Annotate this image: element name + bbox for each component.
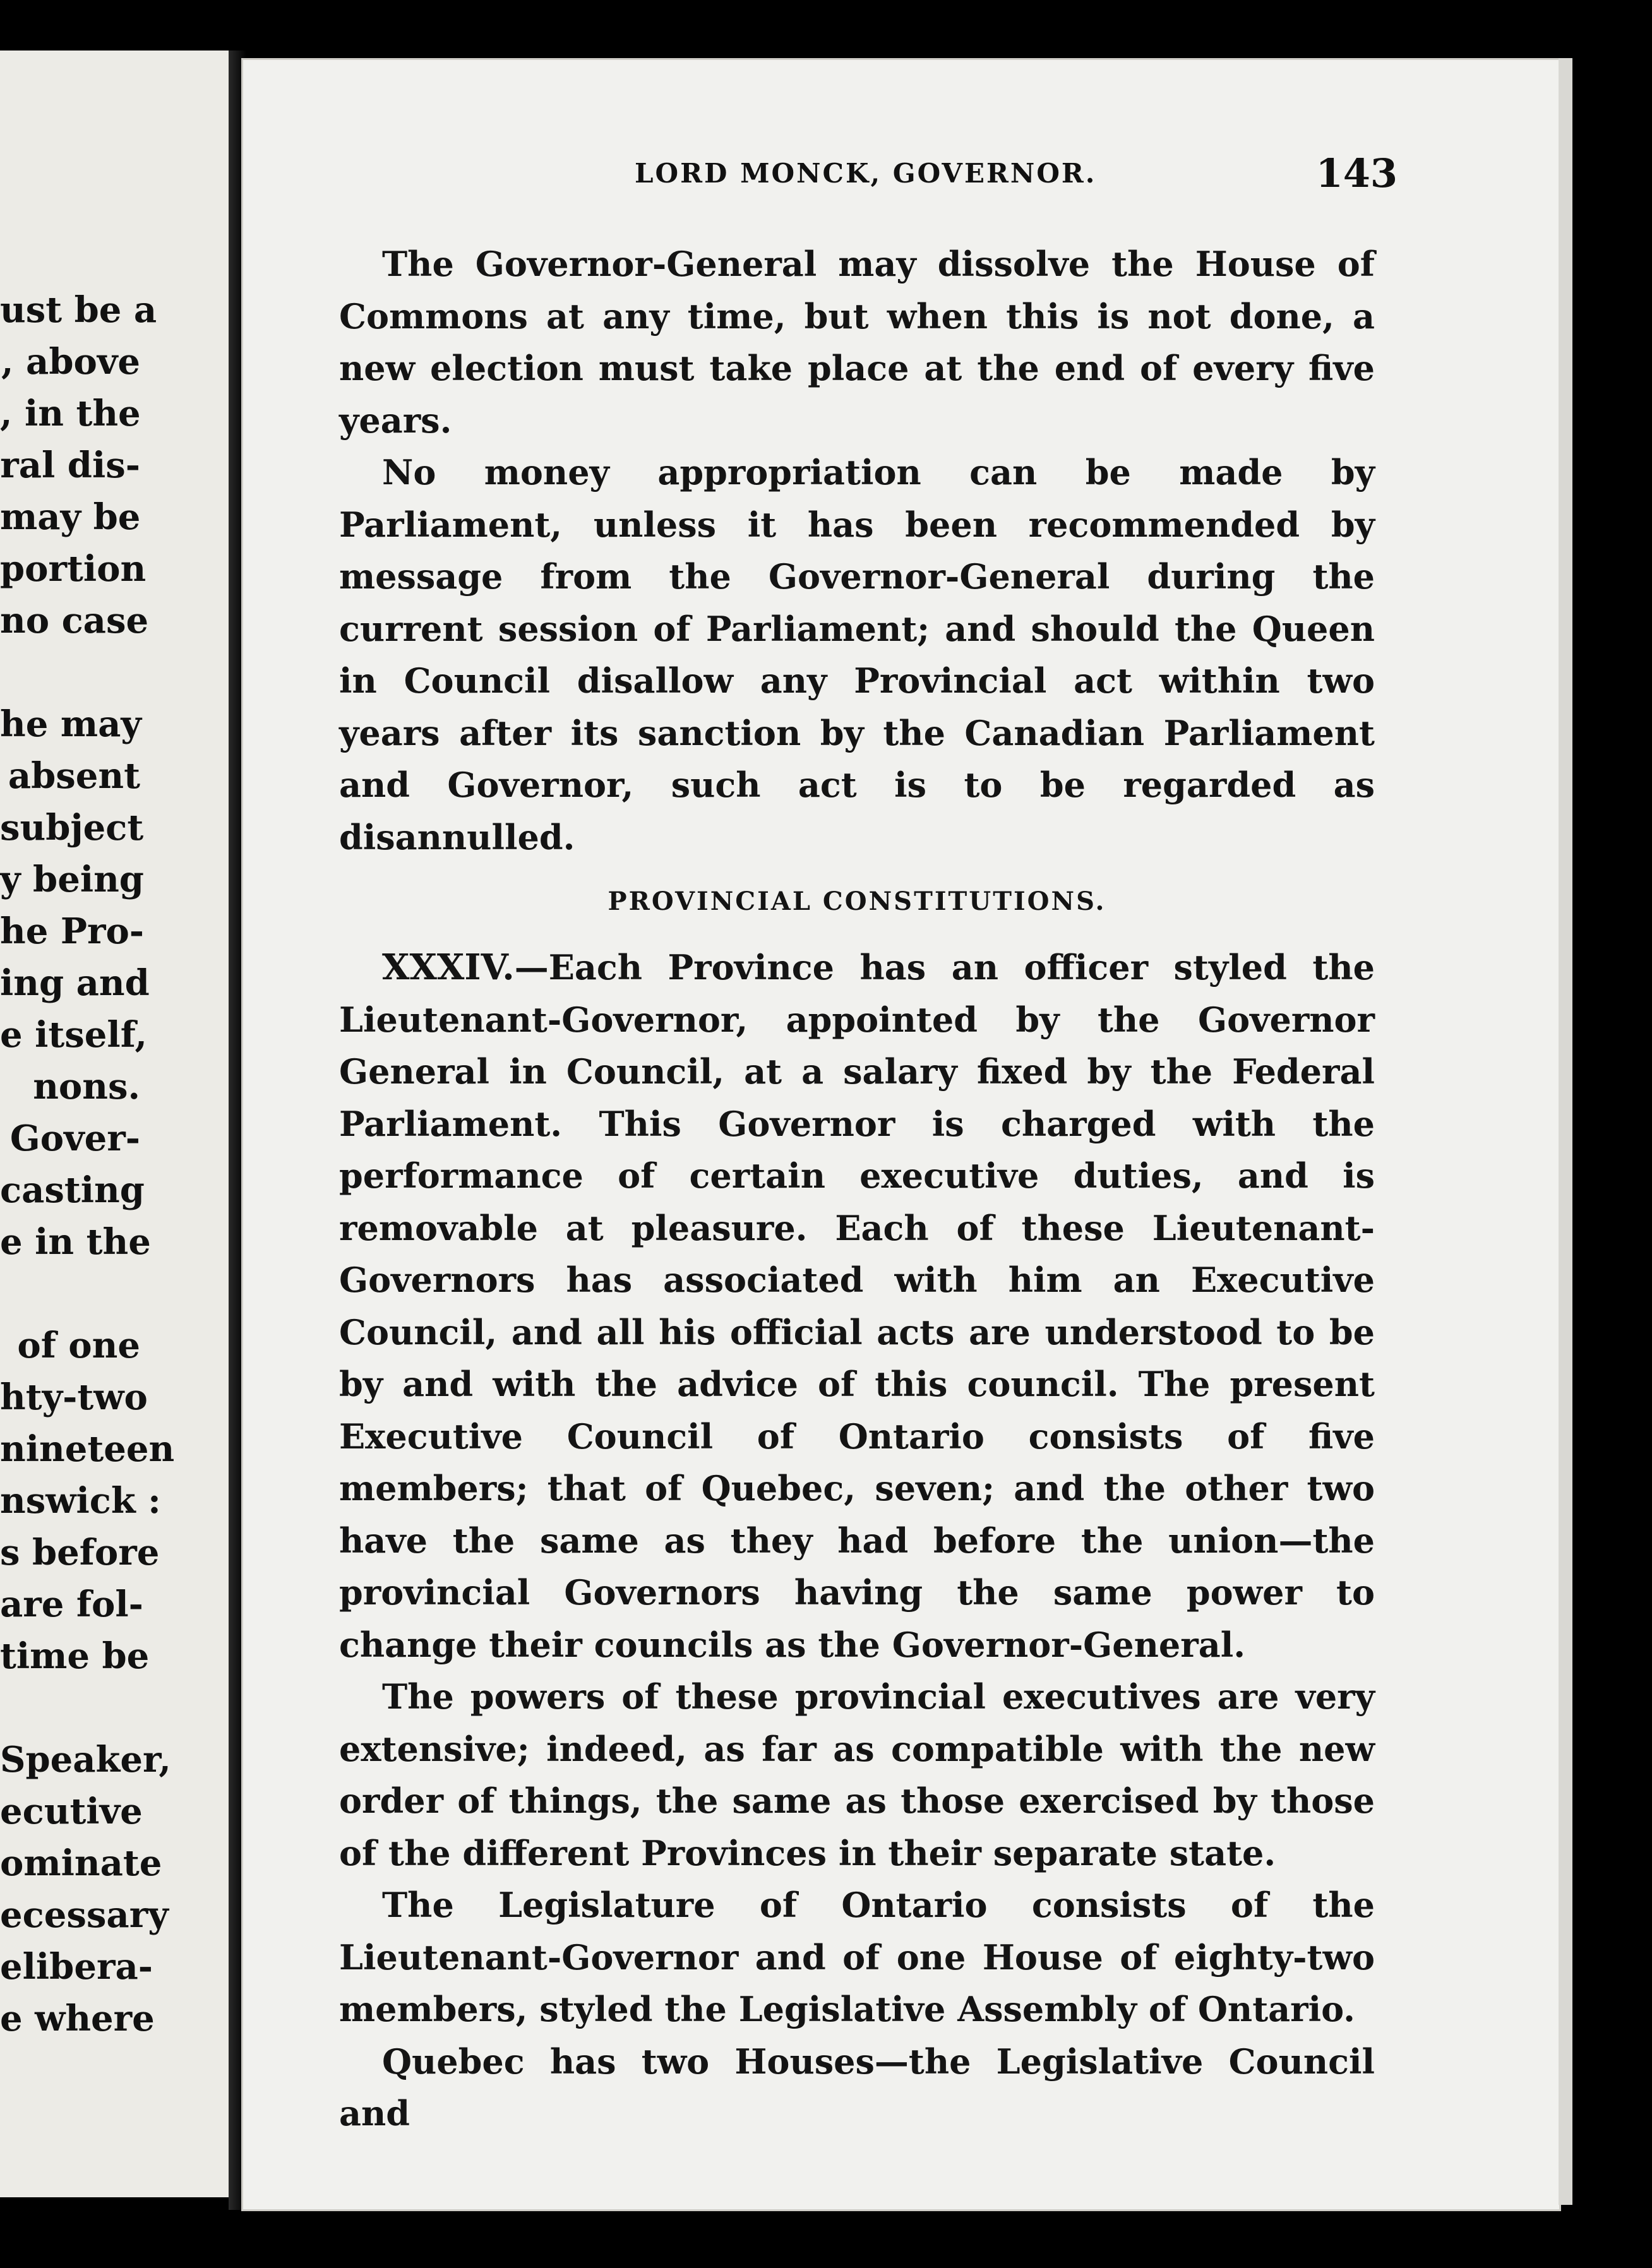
previous-page-line	[0, 1268, 227, 1320]
running-head	[243, 148, 1563, 199]
previous-page-line: elibera-	[0, 1946, 153, 1988]
previous-page-line: may be	[0, 496, 141, 538]
previous-page-line: e itself,	[0, 1014, 148, 1056]
previous-page-fragment	[0, 51, 231, 2197]
previous-page-line: , above	[1, 341, 140, 383]
previous-page-line: nswick :	[0, 1480, 161, 1522]
page-number: 143	[1315, 150, 1398, 196]
section-heading: PROVINCIAL CONSTITUTIONS.	[608, 886, 1106, 916]
previous-page-line: casting	[0, 1169, 145, 1211]
paragraph-quebec: Quebec has two Houses—the Legislative Council and	[339, 2041, 1375, 2134]
page-143	[241, 58, 1561, 2211]
previous-page-line: he Pro-	[0, 910, 145, 952]
previous-page-line: Gover-	[9, 1118, 140, 1159]
previous-page-line: ecutive	[0, 1791, 143, 1832]
previous-page-line: ing and	[0, 962, 150, 1004]
previous-page-line: absent	[8, 755, 140, 797]
previous-page-text	[0, 284, 227, 2044]
previous-page-line: portion	[0, 548, 147, 590]
running-title: LORD MONCK, GOVERNOR.	[635, 158, 1097, 189]
paragraph-appropriation: No money appropriation can be made by Parliament, unless it has been recommended by message from the Governor-General during the current session of Parliament; and should the Queen in Council disallow any Provincial act within two years after its sanction by the Canadian Parliament and Governor, such act is to be regarded as disannulled.	[339, 452, 1375, 857]
previous-page-line: of one	[17, 1325, 140, 1366]
previous-page-line: , in the	[0, 393, 141, 434]
paragraph-lieutenant-governor-text: —Each Province has an officer styled the Lieutenant-Governor, appointed by the Governor General in Council, at a salary fixed by the Federal Parliament. This Governor is charged with the performance of certain executive duties, and is removable at pleasure. Each of these Lieutenant-Governors has associated with him an Executive Council, and all his official acts are understood to be by and with the advice of this council. The present Executive Council of Ontario consists of five members; that of Quebec, seven; and the other two have the same as they had before the union—the provincial Governors having the same power to change their councils as the Governor-General.	[339, 947, 1375, 1665]
previous-page-line: s before	[0, 1532, 160, 1573]
body-text	[339, 238, 1375, 2140]
paragraph-provincial-powers: The powers of these provincial executives are very extensive; indeed, as far as compatible with the new order of things, the same as those exercised by those of the different Provinces in their separate state.	[339, 1676, 1375, 1873]
previous-page-line: subject	[0, 807, 144, 849]
previous-page-line: y being	[0, 859, 144, 900]
previous-page-line	[0, 647, 227, 698]
previous-page-line: no case	[0, 600, 149, 642]
previous-page-line: are fol-	[0, 1584, 143, 1625]
paragraph-lieutenant-governor	[339, 941, 1375, 1671]
previous-page-line: e where	[0, 1998, 155, 2039]
previous-page-line: ral dis-	[0, 445, 140, 486]
previous-page-line: he may	[0, 703, 141, 745]
previous-page-line: ust be a	[0, 289, 157, 331]
previous-page-line: time be	[0, 1635, 150, 1677]
page-edge	[1559, 58, 1572, 2205]
section-number: XXXIV.	[382, 946, 515, 988]
previous-page-line: hty-two	[0, 1376, 148, 1418]
previous-page-line: nons.	[33, 1066, 140, 1107]
previous-page-line: Speaker,	[0, 1739, 171, 1781]
previous-page-line: nineteen	[0, 1428, 175, 1470]
previous-page-line: ominate	[0, 1842, 162, 1884]
paragraph-dissolution: The Governor-General may dissolve the House of Commons at any time, but when this is not done, a new election must take place at the end of every five years.	[339, 244, 1375, 441]
previous-page-line: e in the	[0, 1221, 151, 1263]
previous-page-line	[0, 1682, 227, 1734]
paragraph-ontario-legislature: The Legislature of Ontario consists of the Lieutenant-Governor and of one House of eighty-two members, styled the Legislative Assembly of Ontario.	[339, 1885, 1375, 2029]
previous-page-line: ecessary	[0, 1894, 169, 1936]
